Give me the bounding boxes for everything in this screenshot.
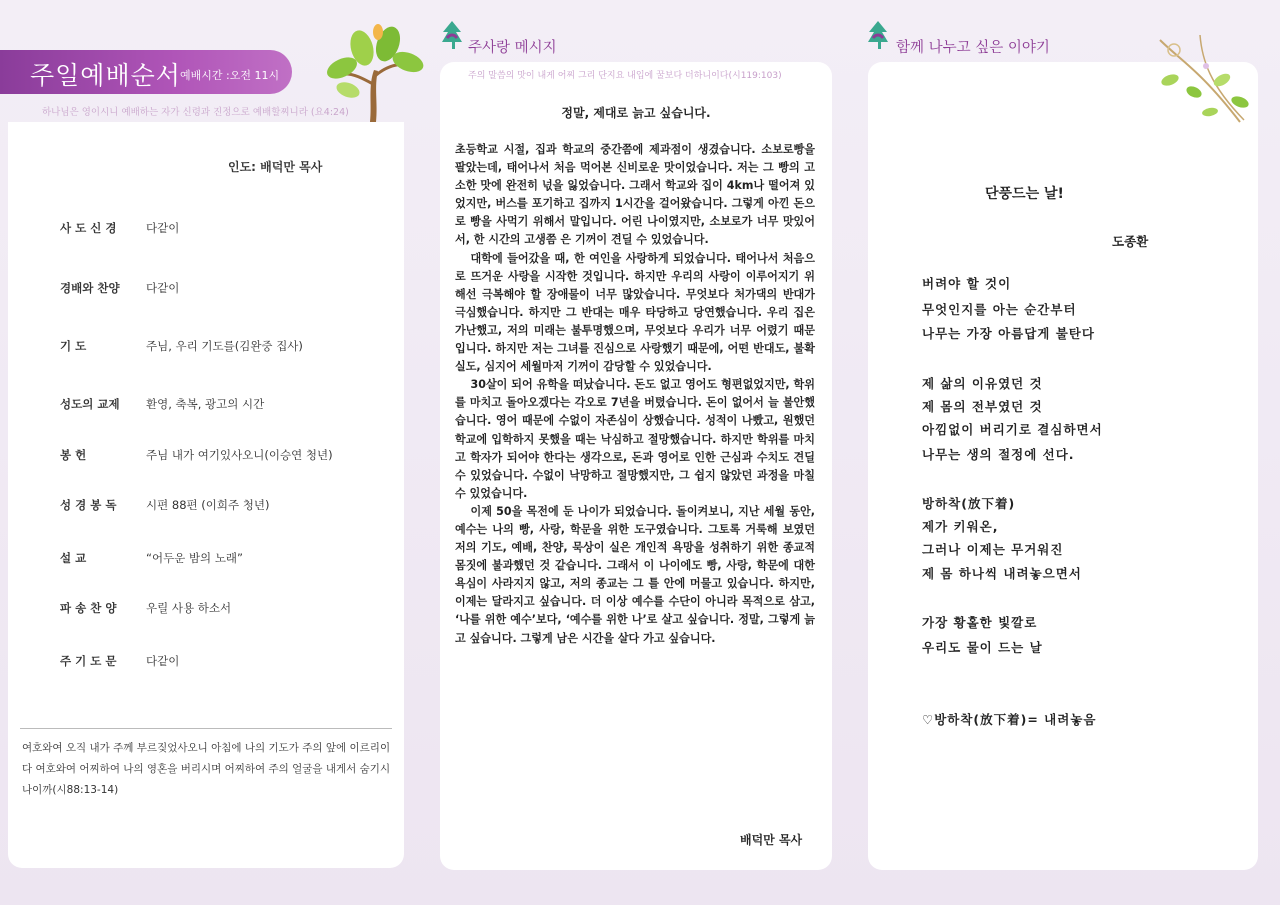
poem-line: 나무는 가장 아름답게 불탄다 xyxy=(922,326,1095,341)
service-time: 예배시간 :오전 11시 xyxy=(180,69,280,82)
order-value: “어두운 밤의 노래” xyxy=(146,551,243,565)
order-label: 경배와 찬양 xyxy=(60,281,120,295)
poem-line: 방하착(放下着) xyxy=(922,496,1016,511)
poem-line: 아낌없이 버리기로 결심하면서 xyxy=(922,422,1103,437)
order-value: 주님 내가 여기있사오니(이승연 청년) xyxy=(146,448,333,462)
order-label: 기 도 xyxy=(60,339,87,353)
order-label: 봉 헌 xyxy=(60,448,87,462)
poem-line: 제 삶의 이유였던 것 xyxy=(922,376,1043,391)
essay-body xyxy=(455,141,815,648)
section-heading: 주사랑 메시지 xyxy=(468,40,557,56)
order-label: 파 송 찬 양 xyxy=(60,601,117,615)
order-label: 설 교 xyxy=(60,551,87,565)
page-title: 주일예배순서 xyxy=(30,61,181,90)
order-value: 다같이 xyxy=(146,281,180,295)
left-verse: 하나님은 영이시니 예배하는 자가 신령과 진정으로 예배할찌니라 (요4:24) xyxy=(42,107,349,118)
essay-paragraph: 초등학교 시절, 집과 학교의 중간쯤에 제과점이 생겼습니다. 소보로빵을 팔았는데, 태어나서 처음 먹어본 신비로운 맛이었습니다. 저는 그 빵의 고소한 맛에 완전히 넋을 잃었습니다. 그래서 학교와 집이 4km나 떨어져 있었지만, 버스를 포기하고 집까지 1시간을 걸어왔습니다. 그렇게 아낀 돈으로 빵을 사먹기 위해서 말입니다. 어린 나이였지만, 소보로가 너무 맛있어서, 한 시간의 고생쯤 은 기꺼이 견딜 수 있었습니다. xyxy=(455,143,815,247)
poem-title: 단풍드는 날! xyxy=(985,186,1064,202)
order-value: 우릴 사용 하소서 xyxy=(146,601,232,615)
vine-icon xyxy=(1140,30,1260,126)
poem-line: 그러나 이제는 무거워진 xyxy=(922,542,1064,557)
order-label: 성 경 봉 독 xyxy=(60,498,117,512)
essay-title: 정말, 제대로 늙고 싶습니다. xyxy=(561,106,711,120)
section-logo-icon xyxy=(440,20,464,50)
service-leader: 인도: 배덕만 목사 xyxy=(228,160,323,174)
poem-line: 제가 키워온, xyxy=(922,519,999,534)
section-logo-icon xyxy=(866,20,890,50)
order-value: 시편 88편 (이희주 청년) xyxy=(146,498,270,512)
poem-line: 나무는 생의 절정에 선다. xyxy=(922,447,1075,462)
order-value: 다같이 xyxy=(146,221,180,235)
order-value: 주님, 우리 기도를(김완중 집사) xyxy=(146,339,303,353)
essay-paragraph: 이제 50을 목전에 둔 나이가 되었습니다. 돌이켜보니, 지난 세월 동안, 예수는 나의 빵, 사랑, 학문을 위한 도구였습니다. 그토록 거룩해 보였던 저의 기도, 예배, 찬양, 묵상이 실은 개인적 욕망을 성취하기 위한 종교적 몸짓에 불과했던 것 같습니다. 그래서 이 나이에도 빵, 사랑, 학문에 대한 욕심이 사라지지 않고, 저의 종교는 그 틀 안에 머물고 있습니다. 하지만, 이제는 달라지고 싶습니다. 더 이상 예수를 수단이 아니라 목적으로 삼고, ‘나를 위한 예수’보다, ‘예수를 위한 나’로 살고 싶습니다. 정말, 그렇게 늙고 싶습니다. 그렇게 남은 시간을 살다 가고 싶습니다. xyxy=(455,504,815,645)
poem-line: 우리도 물이 드는 날 xyxy=(922,640,1043,655)
order-value: 다같이 xyxy=(146,654,180,668)
poem-line: 제 몸 하나씩 내려놓으면서 xyxy=(922,566,1082,581)
message-verse: 주의 말씀의 맛이 내게 어찌 그리 단지요 내입에 꿀보다 더하니이다(시119:103) xyxy=(468,71,782,81)
essay-paragraph: 대학에 들어갔을 때, 한 여인을 사랑하게 되었습니다. 태어나서 처음으로 뜨거운 사랑을 시작한 것입니다. 하지만 우리의 사랑이 이루어지기 위해선 극복해야 할 장애물이 너무 많았습니다. 무엇보다 처가댁의 반대가 극심했습니다. 하지만 그 반대는 매우 타당하고 당연했습니다. 우리 집은 가난했고, 저의 미래는 불투명했으며, 무엇보다 우리가 너무 어렸기 때문입니다. 하지만 저는 그녀를 진심으로 사랑했기 때문에, 어떤 반대도, 불확실도, 심지어 세월마저 기꺼이 감당할 수 있었습니다. xyxy=(455,251,815,374)
section-heading: 함께 나누고 싶은 이야기 xyxy=(896,40,1050,56)
poem-line: 무엇인지를 아는 순간부터 xyxy=(922,302,1077,317)
poem-line: 버려야 할 것이 xyxy=(922,276,1012,291)
divider xyxy=(20,728,392,729)
poem-line: ♡방하착(放下着)= 내려놓음 xyxy=(922,712,1097,727)
essay-paragraph: 30살이 되어 유학을 떠났습니다. 돈도 없고 영어도 형편없었지만, 학위를 마치고 돌아오겠다는 각오로 7년을 버텼습니다. 돈이 없어서 늘 불안했습니다. 영어 때문에 수없이 자존심이 상했습니다. 성적이 나빴고, 원했던 학교에 입학하지 못했을 때는 낙심하고 절망했습니다. 하지만 학위를 마치고 학자가 되어야 한다는 생각으로, 돈과 영어로 인한 근심과 수치도 견딜 수 있었습니다. 수없이 낙망하고 절망했지만, 그 쉽지 않았던 과정을 마칠 수 있었습니다. xyxy=(455,378,815,500)
poem-line: 제 몸의 전부였던 것 xyxy=(922,399,1043,414)
poem-line: 가장 황홀한 빛깔로 xyxy=(922,615,1038,630)
order-label: 사 도 신 경 xyxy=(60,221,117,235)
title-band xyxy=(0,50,292,94)
essay-author: 배덕만 목사 xyxy=(740,833,803,847)
poem-author: 도종환 xyxy=(1112,234,1149,249)
order-value: 환영, 축복, 광고의 시간 xyxy=(146,397,265,411)
order-label: 성도의 교제 xyxy=(60,397,120,411)
closing-verse: 여호와여 오직 내가 주께 부르짖었사오니 아침에 나의 기도가 주의 앞에 이르리이다 여호와여 어찌하여 나의 영혼을 버리시며 어찌하여 주의 얼굴을 내게서 숨기시나이까(시88:13-14) xyxy=(22,742,391,796)
order-label: 주 기 도 문 xyxy=(60,654,117,668)
